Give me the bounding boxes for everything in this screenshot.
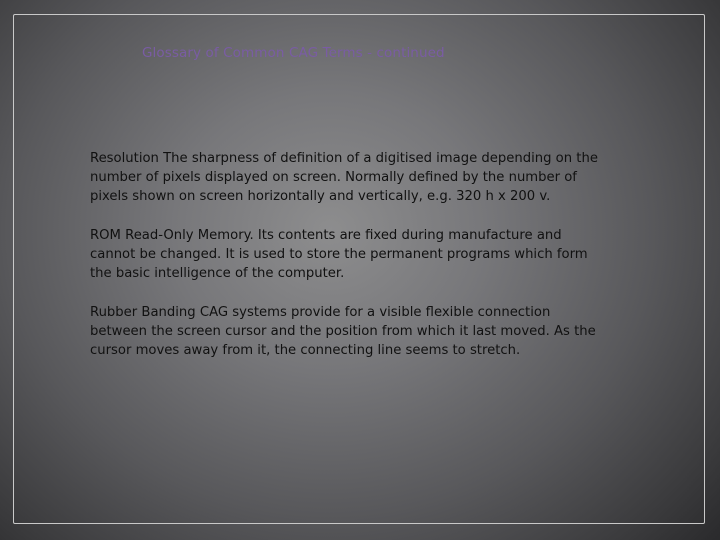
glossary-list: [90, 149, 600, 380]
glossary-term: Rubber Banding: [90, 305, 196, 320]
slide-title: [142, 45, 582, 61]
glossary-definition: The sharpness of definition of a digitised image depending on the number of pixels displayed on screen. Normally defined by the number of pixels shown on screen horizontally and vertically, e.g. 320 h x 200 v.: [90, 151, 598, 204]
glossary-term: ROM: [90, 228, 121, 243]
slide-title-text: Glossary of Common CAG Terms - continued: [142, 45, 445, 61]
glossary-definition: Read-Only Memory. Its contents are fixed during manufacture and cannot be changed. It is used to store the permanent programs which form the basic intelligence of the computer.: [90, 228, 588, 281]
glossary-entry-rubber-banding: [90, 303, 600, 360]
glossary-definition: CAG systems provide for a visible flexible connection between the screen cursor and the position from which it last moved. As the cursor moves away from it, the connecting line seems to stretch.: [90, 305, 596, 358]
glossary-entry-resolution: [90, 149, 600, 206]
glossary-term: Resolution: [90, 151, 159, 166]
glossary-entry-rom: [90, 226, 600, 283]
